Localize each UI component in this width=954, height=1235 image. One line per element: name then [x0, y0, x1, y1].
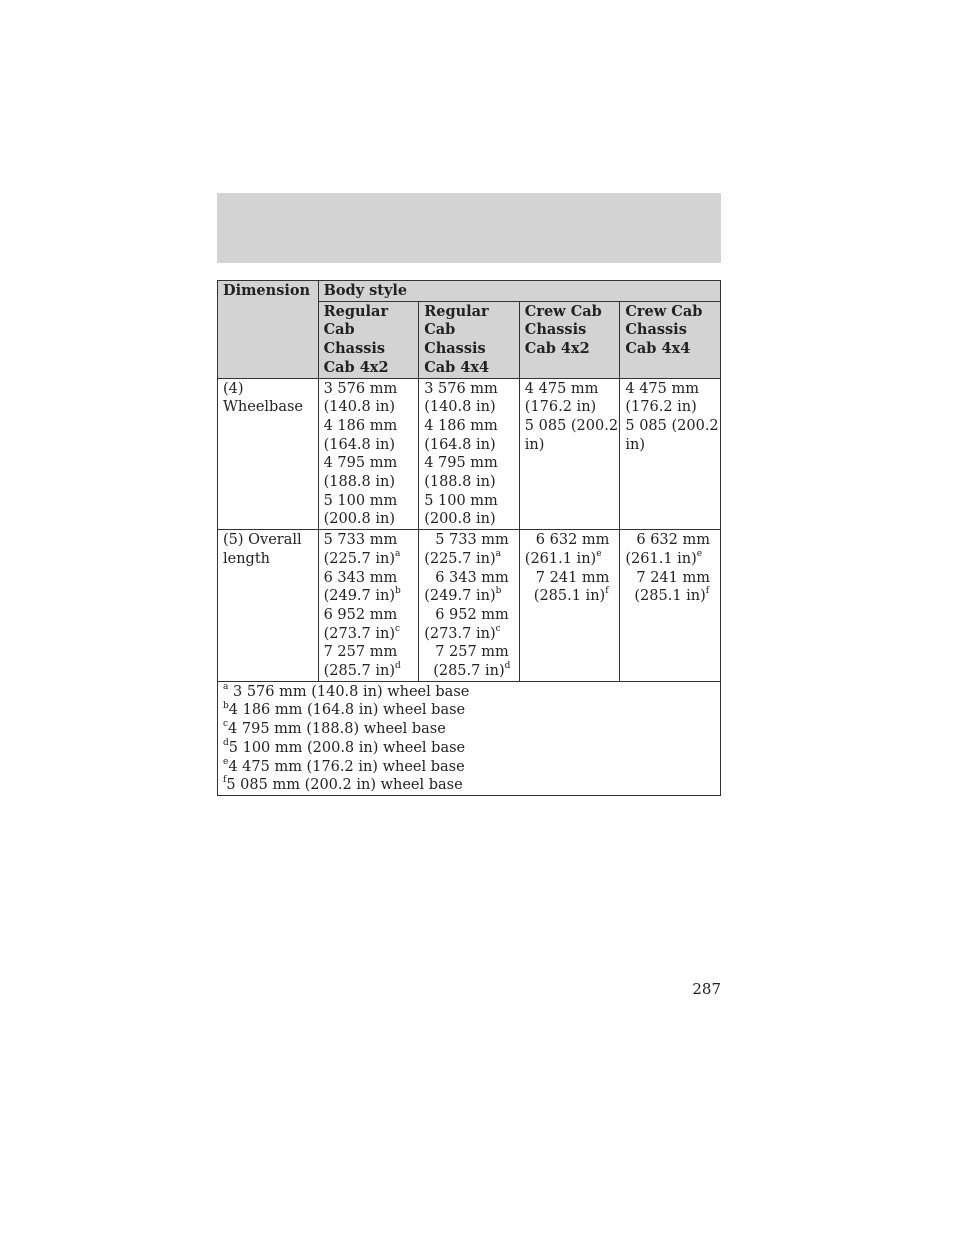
footnote-d: $^d$5 100 mm (200.8 in) wheel base	[223, 738, 466, 756]
dimensions-table	[217, 280, 721, 796]
footnote-ref: d	[504, 661, 511, 672]
footnote-ref: c	[395, 623, 401, 634]
table-row-overall-length	[218, 530, 721, 682]
footnote-ref: e	[696, 549, 703, 560]
overall-length-crew-4x2: 6 632 mm (261.1 in)$^e$ 7 241 mm (285.1 in)$^f$	[519, 530, 620, 682]
footnote-c: $^c$4 795 mm (188.8) wheel base	[223, 719, 446, 738]
wheelbase-crew-4x4: 4 475 mm (176.2 in) 5 085 (200.2 in)	[620, 378, 721, 530]
table-header-row	[218, 281, 721, 302]
style-crew-4x4-header: Crew Cab Chassis Cab 4x4	[620, 301, 721, 378]
footnote-ref: b	[495, 586, 502, 597]
table-row-footnotes	[218, 681, 721, 795]
footnote-ref: d	[395, 661, 401, 672]
style-regular-4x4-header: Regular Cab Chassis Cab 4x4	[419, 301, 520, 378]
footnote-ref: f	[705, 586, 710, 597]
overall-length-label: (5) Overall length	[218, 530, 319, 682]
overall-length-regular-4x2: 5 733 mm (225.7 in)$^a$ 6 343 mm (249.7 in)$^b$ 6 952 mm (273.7 in)$^c$ 7 257 mm (285.7 in)$^d$	[318, 530, 419, 682]
wheelbase-crew-4x2: 4 475 mm (176.2 in) 5 085 (200.2 in)	[519, 378, 620, 530]
dimension-header: Dimension	[218, 281, 319, 379]
wheelbase-regular-4x4: 3 576 mm (140.8 in) 4 186 mm (164.8 in) 4 795 mm (188.8 in) 5 100 mm (200.8 in)	[419, 378, 520, 530]
wheelbase-regular-4x2: 3 576 mm (140.8 in) 4 186 mm (164.8 in) 4 795 mm (188.8 in) 5 100 mm (200.8 in)	[318, 378, 419, 530]
wheelbase-label: (4) Wheelbase	[218, 378, 319, 530]
footnote-b: $^b$4 186 mm (164.8 in) wheel base	[223, 700, 466, 719]
overall-length-regular-4x4: 5 733 mm (225.7 in)$^a$ 6 343 mm (249.7 in)$^b$ 6 952 mm (273.7 in)$^c$ 7 257 mm (285.7 in)$^d$	[419, 530, 520, 682]
footnote-e: $^e$4 475 mm (176.2 in) wheel base	[223, 756, 465, 775]
page-number: 287	[692, 980, 721, 998]
section-header-band	[217, 193, 721, 263]
footnote-ref: b	[395, 586, 401, 597]
style-crew-4x2-header: Crew Cab Chassis Cab 4x2	[519, 301, 620, 378]
table-row-wheelbase	[218, 378, 721, 530]
footnotes	[218, 681, 721, 795]
footnote-a: $^a$ 3 576 mm (140.8 in) wheel base	[223, 681, 470, 700]
footnote-ref: a	[395, 549, 401, 560]
footnote-ref: f	[605, 586, 609, 597]
footnote-ref: a	[495, 549, 501, 560]
footnote-ref: c	[495, 623, 501, 634]
overall-length-crew-4x4: 6 632 mm (261.1 in)$^e$ 7 241 mm (285.1 in)$^f$	[620, 530, 721, 682]
footnote-ref: e	[596, 549, 602, 560]
style-regular-4x2-header: Regular Cab Chassis Cab 4x2	[318, 301, 419, 378]
footnote-f: $^f$5 085 mm (200.2 in) wheel base	[223, 775, 463, 794]
body-style-header: Body style	[318, 281, 720, 302]
